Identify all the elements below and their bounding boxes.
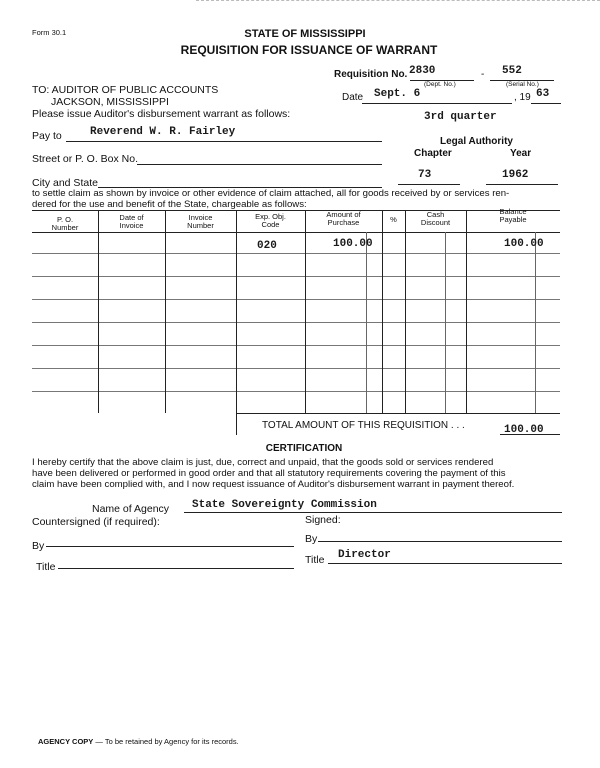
col-header-invoice: Invoice Number [187, 213, 214, 230]
title-right-line [328, 563, 562, 564]
street-label: Street or P. O. Box No. [32, 153, 139, 165]
year-prefix: , 19 [514, 92, 531, 103]
by-right-label: By [305, 533, 318, 545]
agency-label: Name of Agency [92, 503, 170, 515]
form-number: Form 30.1 [32, 28, 67, 37]
serial-no-caption: (Serial No.) [506, 81, 539, 88]
total-value: 100.00 [504, 424, 544, 436]
authority-year-value: 1962 [502, 169, 529, 181]
pay-to-label: Pay to [32, 130, 62, 142]
pay-to-line [66, 141, 382, 142]
year-value: 63 [536, 88, 550, 100]
row1-exp-code: 020 [257, 240, 277, 252]
requisition-dash: - [481, 69, 485, 80]
state-heading: STATE OF MISSISSIPPI [244, 28, 366, 40]
issue-instruction: Please issue Auditor's disbursement warrant as follows: [32, 108, 291, 120]
total-label: TOTAL AMOUNT OF THIS REQUISITION . . . [262, 420, 465, 431]
title-left-label: Title [36, 561, 56, 573]
col-header-percent: % [390, 215, 397, 224]
certification-title: CERTIFICATION [265, 443, 343, 454]
chapter-line [398, 184, 460, 185]
title-right-value: Director [338, 549, 391, 561]
signed-label: Signed: [305, 514, 341, 526]
settle-text-line2: dered for the use and benefit of the State, chargeable as follows: [32, 199, 307, 210]
date-line [362, 103, 512, 104]
dept-no-caption: (Dept. No.) [424, 81, 456, 88]
legal-authority-title: Legal Authority [440, 136, 513, 147]
quarter-note: 3rd quarter [424, 111, 497, 123]
date-label: Date [342, 92, 364, 103]
city-label: City and State [32, 177, 98, 189]
certification-line1: I hereby certify that the above claim is just, due, correct and unpaid, that the goods sold or services rendered [32, 457, 494, 468]
row1-amount: 100.00 [333, 238, 373, 250]
addressee-line2: JACKSON, MISSISSIPPI [51, 96, 169, 108]
col-header-po: P. O. Number [51, 215, 79, 232]
settle-text-line1: to settle claim as shown by invoice or other evidence of claim attached, all for goods received by or services ren- [32, 188, 510, 199]
footer-label: AGENCY COPY [38, 737, 94, 746]
dept-no-value: 2830 [409, 65, 436, 77]
row1-balance: 100.00 [504, 238, 544, 250]
chapter-value: 73 [418, 169, 432, 181]
footer-text: — To be retained by Agency for its records. [95, 737, 239, 746]
col-header-exp-code: Exp. Obj. Code [255, 212, 286, 229]
authority-year-line [486, 184, 558, 185]
agency-line [184, 512, 562, 513]
footer-note [38, 737, 239, 746]
by-right-line [318, 541, 562, 542]
countersigned-label: Countersigned (if required): [32, 516, 160, 528]
col-header-discount: Cash Discount [420, 210, 451, 227]
col-header-balance: Balance Payable [499, 207, 527, 224]
certification-line3: claim have been complied with, and I now request issuance of Auditor's disbursement warrant in payment thereof. [32, 479, 515, 490]
certification-line2: have been delivered or performed in good order and that all statutory requirements covering the payment of this [32, 468, 506, 479]
title-left-line [58, 568, 294, 569]
year-line [531, 103, 561, 104]
year-label: Year [510, 148, 532, 159]
date-value: Sept. 6 [374, 88, 421, 100]
by-left-label: By [32, 540, 45, 552]
requisition-label: Requisition No. [334, 69, 408, 80]
addressee-line1: TO: AUDITOR OF PUBLIC ACCOUNTS [32, 84, 219, 96]
top-dashed-edge [196, 0, 600, 1]
chapter-label: Chapter [414, 148, 452, 159]
serial-no-value: 552 [502, 65, 522, 77]
title-right-label: Title [305, 554, 325, 566]
form-title: REQUISITION FOR ISSUANCE OF WARRANT [180, 43, 438, 57]
col-header-date: Date of Invoice [119, 213, 144, 230]
by-left-line [46, 546, 294, 547]
agency-value: State Sovereignty Commission [192, 499, 377, 511]
street-line [137, 164, 382, 165]
pay-to-value: Reverend W. R. Fairley [90, 126, 236, 138]
col-header-amount: Amount of Purchase [326, 210, 361, 227]
